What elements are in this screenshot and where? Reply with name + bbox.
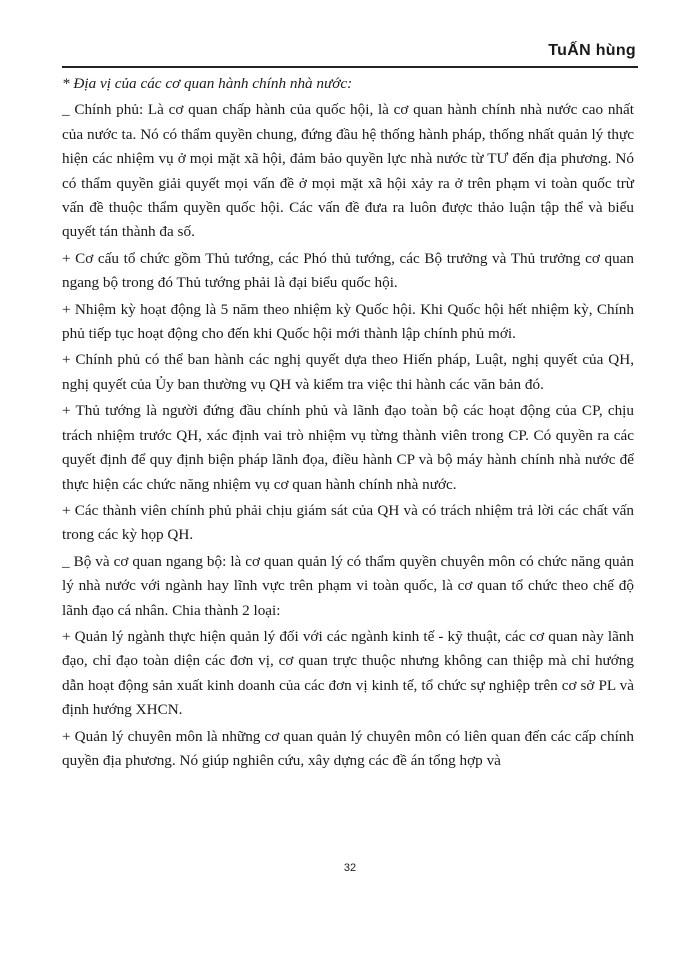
paragraph: + Cơ cấu tổ chức gồm Thủ tướng, các Phó thủ tướng, các Bộ trưởng và Thủ trưởng cơ quan ngang bộ trong đó Thủ tướng phải là đại biểu quốc hội. — [62, 249, 634, 292]
paragraph: + Chính phủ có thể ban hành các nghị quyết dựa theo Hiến pháp, Luật, nghị quyết của QH, nghị quyết của Ủy ban thường vụ QH và kiểm tra việc thi hành các văn bản đó. — [62, 351, 634, 393]
paragraph: + Quản lý ngành thực hiện quản lý đối với các ngành kinh tế - kỹ thuật, các cơ quan này lãnh đạo, chỉ đạo toàn diện các đơn vị, cơ quan trực thuộc nhưng không can thiệp mà chỉ hướng dẫn hoạt động sản xuất kinh doanh của các đơn vị kinh tế, tổ chức sự nghiệp trên cơ sở PL và định hướng XHCN. — [62, 627, 634, 719]
paragraph: _ Bộ và cơ quan ngang bộ: là cơ quan quản lý có thẩm quyền chuyên môn có chức năng quản lý nhà nước với ngành hay lĩnh vực trên phạm vi toàn quốc, là cơ quan tổ chức theo chế độ lãnh đạo cá nhân. Chia thành 2 loại: — [62, 552, 634, 619]
header-author: TuẤN hùng — [548, 42, 636, 59]
paragraph: + Nhiệm kỳ hoạt động là 5 năm theo nhiệm kỳ Quốc hội. Khi Quốc hội hết nhiệm kỳ, Chính phủ tiếp tục hoạt động cho đến khi Quốc hội mới thành lập chính phủ mới. — [62, 300, 634, 343]
page-number: 32 — [343, 862, 357, 874]
body-text — [62, 72, 634, 775]
paragraph: _ Chính phủ: Là cơ quan chấp hành của quốc hội, là cơ quan hành chính nhà nước cao nhất của nước ta. Nó có thẩm quyền chung, đứng đầu hệ thống hành pháp, thống nhất quản lý thực hiện các nhiệm vụ ở mọi mặt xã hội, đảm bảo quyền lực nhà nước từ TƯ đến địa phương. Nó có thẩm quyền giải quyết mọi vấn đề ở mọi mặt xã hội xảy ra ở trên phạm vi toàn quốc trừ vấn đề thuộc thẩm quyền quốc hội. Các vấn đề đưa ra luôn được thảo luận tập thể và biểu quyết tán thành đa số. — [62, 101, 634, 241]
header-rule — [62, 66, 638, 68]
paragraph: + Các thành viên chính phủ phải chịu giám sát của QH và có trách nhiệm trả lời các chất vấn trong các kỳ họp QH. — [62, 501, 634, 544]
paragraph: + Quản lý chuyên môn là những cơ quan quản lý chuyên môn có liên quan đến các cấp chính quyền địa phương. Nó giúp nghiên cứu, xây dựng các đề án tổng hợp và — [62, 727, 634, 769]
paragraph: + Thủ tướng là người đứng đầu chính phủ và lãnh đạo toàn bộ các hoạt động của CP, chịu trách nhiệm trước QH, xác định vai trò nhiệm vụ từng thành viên trong CP. Có quyền ra các quyết định để quy định biện pháp lãnh đọa, điều hành CP và bộ máy hành chính nhà nước để thực hiện các chức năng nhiệm vụ cơ quan hành chính nhà nước. — [62, 402, 634, 493]
section-heading: * Địa vị của các cơ quan hành chính nhà nước: — [62, 75, 353, 92]
